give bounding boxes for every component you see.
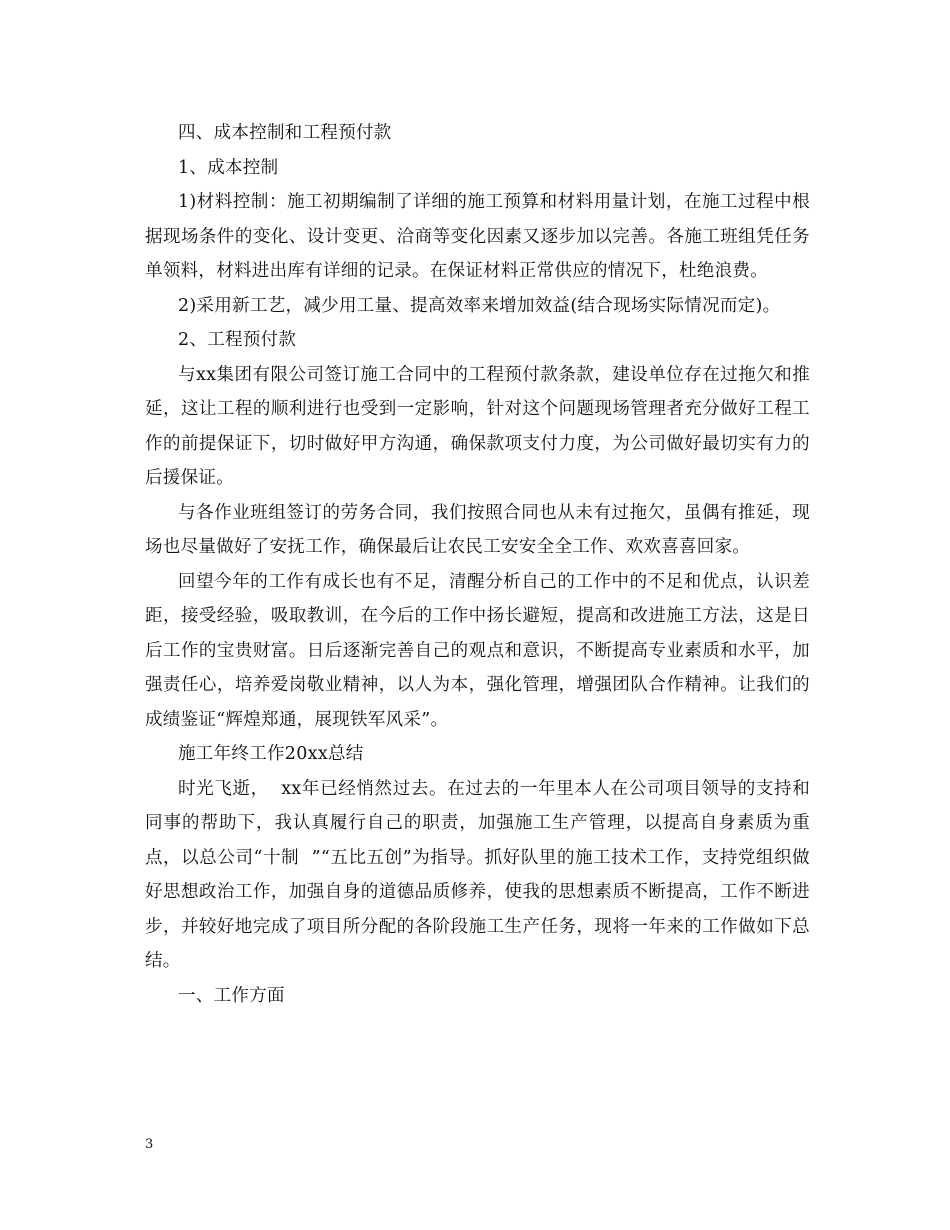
- subheading-project-prepayment: 2、工程预付款: [178, 330, 297, 350]
- paragraph-annual-review: 回望今年的工作有成长也有不足，清醒分析自己的工作中的不足和优点，认识差距，接受经验，吸取教训，在今后的工作中扬长避短，提高和改进施工方法，这是日后工作的宝贵财富。日后逐渐完善自己的观点和意识，不断提高专业素质和水平，加强责任心，培养爱岗敬业精神，以人为本，强化管理，增强团队合作精神。让我们的成绩鉴证“辉煌郑通，展现铁军风采”。: [145, 571, 810, 730]
- page-number: 3: [145, 1137, 154, 1152]
- paragraph-new-process: 2)采用新工艺，减少用工量、提高效率来增加效益(结合现场实际情况而定)。: [178, 295, 781, 316]
- subheading-cost-control: 1、成本控制: [178, 157, 279, 178]
- document-subtitle-annual-summary: 施工年终工作20xx总结: [178, 744, 364, 764]
- paragraph-construction-contract: 与xx集团有限公司签订施工合同中的工程预付款条款，建设单位存在过拖欠和推延，这让工程的顺利进行也受到一定影响，针对这个问题现场管理者充分做好工程工作的前提保证下，切时做好甲方沟通，确保款项支付力度，为公司做好最切实有力的后援保证。: [145, 364, 810, 488]
- paragraph-year-summary-intro: 时光飞逝， xx年已经悄然过去。在过去的一年里本人在公司项目领导的支持和同事的帮助下，我认真履行自己的职责，加强施工生产管理，以提高自身素质为重点，以总公司“十制 ”“五比五创”为指导。抓好队里的施工技术工作，支持党组织做好思想政治工作，加强自身的道德品质修养，使我的思想素质不断提高，工作不断进步，并较好地完成了项目所分配的各阶段施工生产任务，现将一年来的工作做如下总结。: [145, 778, 810, 971]
- section-heading-cost-control-and-prepayment: 四、成本控制和工程预付款: [178, 123, 392, 143]
- paragraph-material-control: 1)材料控制：施工初期编制了详细的施工预算和材料用量计划，在施工过程中根据现场条件的变化、设计变更、洽商等变化因素又逐步加以完善。各施工班组凭任务单领料，材料进出库有详细的记录。在保证材料正常供应的情况下，杜绝浪费。: [145, 192, 810, 281]
- paragraph-labor-contract: 与各作业班组签订的劳务合同，我们按照合同也从未有过拖欠，虽偶有推延，现场也尽量做好了安抚工作，确保最后让农民工安安全全工作、欢欢喜喜回家。: [145, 502, 810, 557]
- document-body: [145, 116, 810, 1013]
- section-heading-work-aspects: 一、工作方面: [178, 985, 285, 1006]
